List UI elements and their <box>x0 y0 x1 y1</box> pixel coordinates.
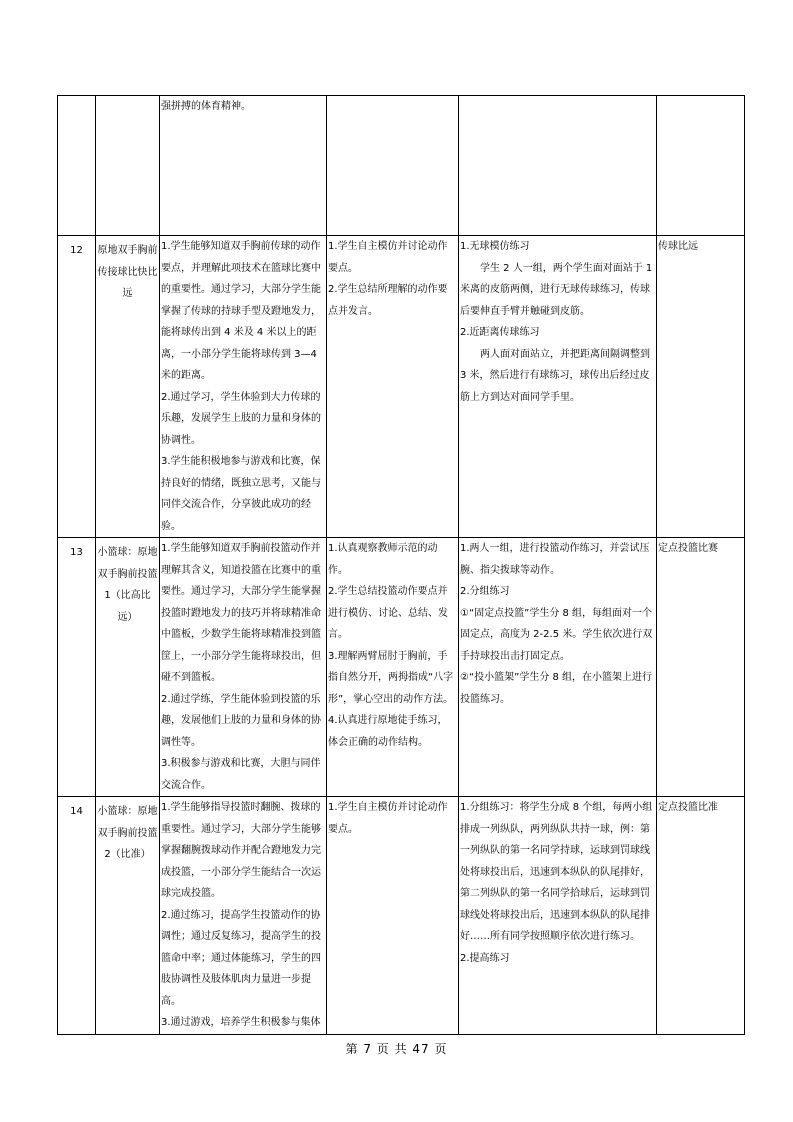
practice-cell <box>459 538 657 797</box>
study-method-cell <box>327 797 459 1035</box>
study-text: 1.学生自主模仿并讨论动作要点。 <box>328 802 448 835</box>
lesson-name: 小篮球：原地双手胸前投篮 1（比高比远） <box>96 538 160 797</box>
lesson-number-cell <box>58 96 96 236</box>
study-text: 1.认真观察教师示范的动作。 <box>328 543 438 576</box>
table-row <box>58 96 745 236</box>
goal-text: 1.学生能够知道双手胸前传球的动作要点，并理解此项技术在篮球比赛中的重要性。通过学习，大部分学生能掌握了传球的持球手型及蹬地发力，能将球传出到 4 米及 4 米以上的距离，一小部分学生能将球传到 3—4 米的距离。 <box>161 241 321 381</box>
evaluation-cell: 定点投篮比准 <box>657 797 745 1035</box>
goal-text: 2.通过练习，提高学生投篮动作的协调性；通过反复练习，提高学生的投篮命中率；通过体能练习，学生的四肢协调性及肢体肌肉力量进一步提高。 <box>161 909 321 1007</box>
lesson-goal-cell <box>160 96 327 236</box>
goal-text: 1.学生能够指导投篮时翻腕、拨球的重要性。通过学习，大部分学生能够掌握翻腕拨球动作并配合蹬地发力完成投篮，一小部分学生能结合一次运球完成投篮。 <box>161 802 321 899</box>
study-text: 2.学生总结投篮动作要点并进行模仿、讨论、总结、发言。 <box>328 586 448 640</box>
practice-text: 1.两人一组，进行投篮动作练习，并尝试压腕、指尖拨球等动作。 <box>460 543 650 576</box>
lesson-goal-cell <box>160 797 327 1035</box>
table-row <box>58 236 745 538</box>
study-text: 4.认真进行原地徒手练习，体会正确的动作结构。 <box>328 715 448 748</box>
table-row <box>58 797 745 1035</box>
study-text: 1.学生自主模仿并讨论动作要点。 <box>328 241 448 274</box>
study-text: 2.学生总结所理解的动作要点并发言。 <box>328 284 448 317</box>
lesson-plan-table <box>57 95 745 1035</box>
practice-cell <box>459 96 657 236</box>
lesson-name: 小篮球：原地双手胸前投篮 2（比准） <box>96 797 160 1035</box>
practice-text: 2.近距离传球练习 <box>460 327 540 338</box>
evaluation-cell <box>657 96 745 236</box>
evaluation-cell: 定点投篮比赛 <box>657 538 745 797</box>
goal-text: 强拼搏的体育精神。 <box>161 101 251 112</box>
study-method-cell <box>327 96 459 236</box>
page-number: 第 7 页 共 47 页 <box>345 1042 448 1056</box>
goal-text: 3.学生能积极地参与游戏和比赛，保持良好的情绪，既独立思考，又能与同伴交流合作，分享彼此成功的经验。 <box>161 456 321 532</box>
lesson-goal-cell <box>160 538 327 797</box>
lesson-number: 14 <box>58 797 96 1035</box>
lesson-goal-cell <box>160 236 327 538</box>
practice-text: ①“固定点投篮”学生分 8 组，每组面对一个固定点，高度为 2-2.5 米。学生依次进行双手持球投出击打固定点。 <box>460 607 653 662</box>
study-method-cell <box>327 236 459 538</box>
table-row <box>58 538 745 797</box>
study-text: 3.理解两臂屈肘于胸前，手指自然分开，两拇指成“八字形”，掌心空出的动作方法。 <box>328 650 454 705</box>
practice-text: 学生 2 人一组，两个学生面对面站于 1 米离的皮筋两侧，进行无球传球练习，传球后要伸直手臂并触碰到皮筋。 <box>460 262 653 317</box>
lesson-number: 13 <box>58 538 96 797</box>
evaluation-cell: 传球比远 <box>657 236 745 538</box>
practice-text: 1.分组练习：将学生分成 8 个组，每两小组排成一列纵队，两列纵队共持一球，例：第一列纵队的第一名同学持球，运球到罚球线处将球投出后，迅速到本纵队的队尾排好，第二列纵队的第一名同学拾球后，运球到罚球线处将球投出后，迅速到本纵队的队尾排好……所有同学按照顺序依次进行练习。 <box>460 802 653 942</box>
goal-text: 2.通过学习，学生体验到大力传球的乐趣，发展学生上肢的力量和身体的协调性。 <box>161 391 321 446</box>
practice-text: ②“投小篮架”学生分 8 组，在小篮架上进行投篮练习。 <box>460 672 653 705</box>
lesson-name: 原地双手胸前传接球比快比远 <box>96 236 160 538</box>
lesson-name-cell <box>96 96 160 236</box>
goal-text: 3.积极参与游戏和比赛，大胆与同伴交流合作。 <box>161 758 321 791</box>
practice-text: 2.分组练习 <box>460 586 510 597</box>
practice-text: 2.提高练习 <box>460 952 510 964</box>
goal-text: 1.学生能够知道双手胸前投篮动作并理解其含义，知道投篮在比赛中的重要性。通过学习，大部分学生能掌握投篮时蹬地发力的技巧并将球精准命中篮板，少数学生能将球精准投到篮筐上，一小部分学生能将球投出，但碰不到篮板。 <box>161 543 321 683</box>
goal-text: 2.通过学练，学生能体验到投篮的乐趣，发展他们上肢的力量和身体的协调性等。 <box>161 693 321 748</box>
goal-text: 3.通过游戏，培养学生积极参与集体 <box>161 1017 321 1028</box>
practice-cell <box>459 797 657 1035</box>
practice-text: 两人面对面站立，并把距离间隔调整到 3 米，然后进行有球练习，球传出后经过皮筋上方到达对面同学手里。 <box>460 348 650 403</box>
lesson-number: 12 <box>58 236 96 538</box>
practice-text: 1.无球模仿练习 <box>460 241 530 252</box>
practice-cell <box>459 236 657 538</box>
study-method-cell <box>327 538 459 797</box>
